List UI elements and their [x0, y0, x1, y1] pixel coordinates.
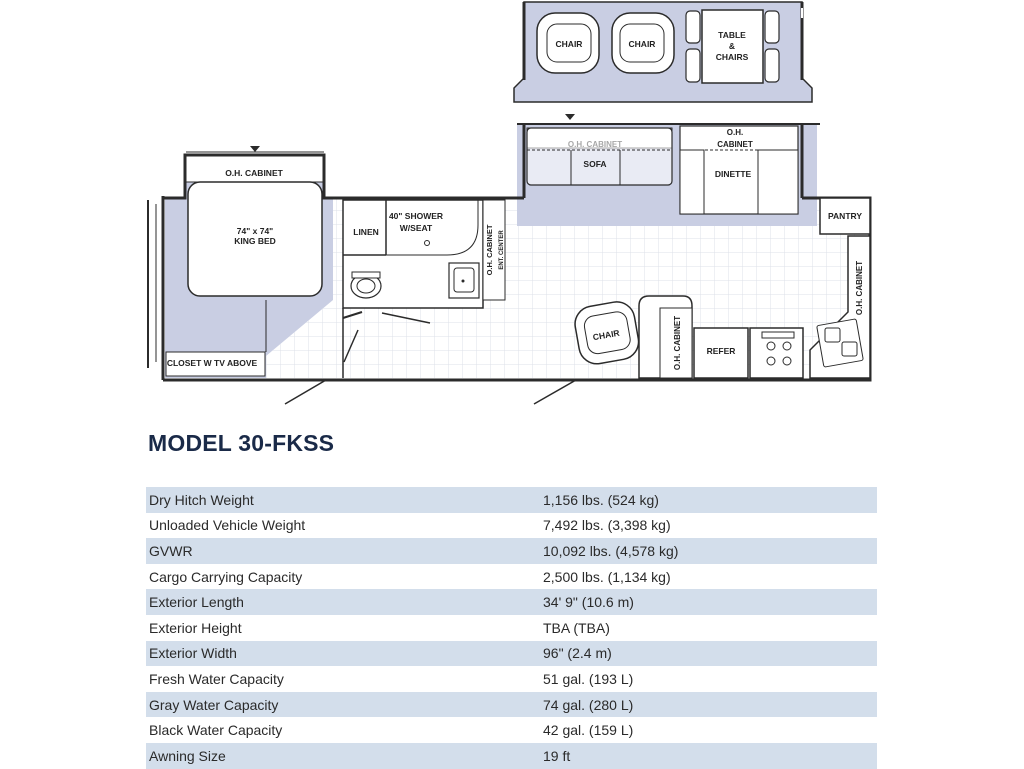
table-label-2: &: [728, 41, 736, 51]
shower-label: 40" SHOWER: [388, 211, 444, 221]
stove: [750, 328, 803, 378]
spec-row: [146, 538, 877, 564]
dinette-label: DINETTE: [714, 169, 752, 179]
spec-row: [146, 487, 877, 513]
ent-center-sub-label: ENT. CENTER: [499, 230, 505, 270]
spec-value: 51 gal. (193 L): [540, 666, 877, 692]
spec-label: Gray Water Capacity: [146, 692, 540, 718]
spec-value: 42 gal. (159 L): [540, 717, 877, 743]
spec-label: Fresh Water Capacity: [146, 666, 540, 692]
spec-value: 96" (2.4 m): [540, 641, 877, 667]
oh-cabinet-island-label: O.H. CABINET: [673, 315, 682, 371]
spec-row: [146, 743, 877, 769]
spec-row: [146, 666, 877, 692]
chair-armchair-1: [537, 13, 599, 73]
spec-row: [146, 717, 877, 743]
ent-center-label: O.H. CABINET: [485, 224, 494, 276]
bed-size-label: 74" x 74": [236, 226, 274, 236]
spec-row: [146, 615, 877, 641]
spec-value: 19 ft: [540, 743, 877, 769]
entry-doors: [285, 380, 576, 404]
spec-label: Exterior Length: [146, 589, 540, 615]
chair-label-1: CHAIR: [555, 39, 583, 49]
table-label-3: CHAIRS: [715, 52, 749, 62]
spec-value: 1,156 lbs. (524 kg): [540, 487, 877, 513]
spec-row: [146, 564, 877, 590]
spec-label: Cargo Carrying Capacity: [146, 564, 540, 590]
shower-seat-label: W/SEAT: [399, 223, 433, 233]
spec-label: Exterior Width: [146, 641, 540, 667]
spec-label: Dry Hitch Weight: [146, 487, 540, 513]
living-chair: [572, 299, 641, 367]
oh-label-line2: CABINET: [717, 140, 753, 149]
closet-label: CLOSET W TV ABOVE: [166, 358, 258, 368]
specs-table: [146, 487, 877, 769]
chair-label-2: CHAIR: [628, 39, 656, 49]
refer-label: REFER: [706, 346, 736, 356]
chair-armchair-2: [612, 13, 674, 73]
sofa-label: SOFA: [583, 159, 607, 169]
table-label-1: TABLE: [718, 30, 746, 40]
spec-row: [146, 589, 877, 615]
linen-label: LINEN: [353, 227, 379, 237]
spec-row: [146, 692, 877, 718]
spec-value: 2,500 lbs. (1,134 kg): [540, 564, 877, 590]
oh-cabinet-kitchen-label: O.H. CABINET: [855, 260, 864, 316]
oh-cabinet-bedroom-label: O.H. CABINET: [225, 168, 283, 178]
bed-label: KING BED: [234, 236, 276, 246]
spec-label: Unloaded Vehicle Weight: [146, 513, 540, 539]
spec-value: 10,092 lbs. (4,578 kg): [540, 538, 877, 564]
oh-label-line1: O.H.: [726, 128, 744, 137]
spec-value: 34' 9" (10.6 m): [540, 589, 877, 615]
spec-label: Exterior Height: [146, 615, 540, 641]
spec-value: 74 gal. (280 L): [540, 692, 877, 718]
sofa-dinette-slideout: [517, 124, 820, 226]
spec-row: [146, 513, 877, 539]
spec-row: [146, 641, 877, 667]
model-title: MODEL 30-FKSS: [148, 430, 335, 456]
pantry-label: PANTRY: [828, 211, 862, 221]
spec-label: Awning Size: [146, 743, 540, 769]
spec-value: TBA (TBA): [540, 615, 877, 641]
spec-label: GVWR: [146, 538, 540, 564]
spec-value: 7,492 lbs. (3,398 kg): [540, 513, 877, 539]
living-chair-label: CHAIR: [592, 327, 621, 343]
spec-label: Black Water Capacity: [146, 717, 540, 743]
